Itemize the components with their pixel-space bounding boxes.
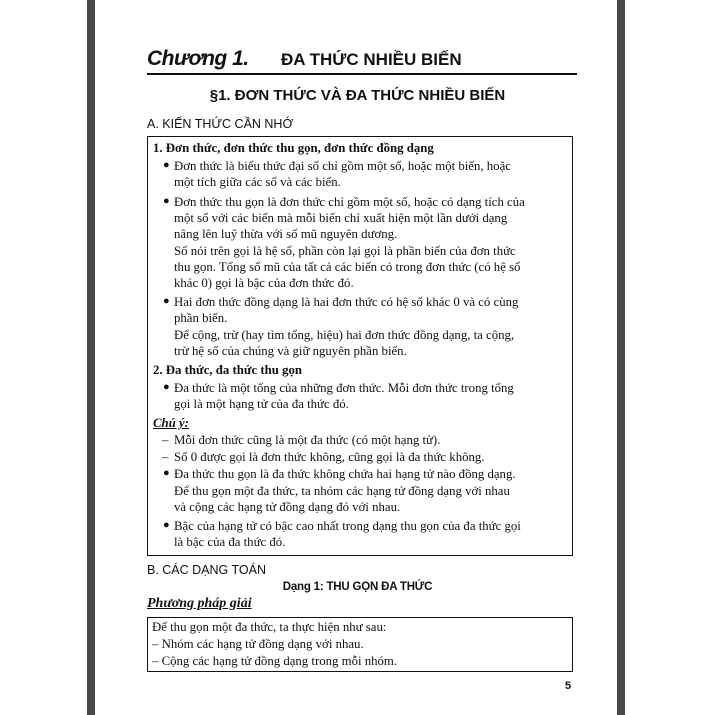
b4-line-1: Đa thức là một tổng của những đơn thức. Mỗi đơn thức trong tổng	[174, 381, 514, 395]
n4-line-2: là bậc của đa thức đó.	[174, 535, 286, 549]
dash-icon: –	[162, 433, 169, 447]
note-label: Chú ý:	[153, 416, 189, 430]
b1-line-2: một tích giữa các số và các biến.	[174, 175, 341, 189]
page-number: 5	[565, 680, 572, 692]
method-label: Phương pháp giải	[147, 596, 252, 611]
section-title: §1. ĐƠN THỨC VÀ ĐA THỨC NHIỀU BIẾN	[209, 87, 506, 104]
note-1: Mỗi đơn thức cũng là một đa thức (có một hạng tử).	[174, 433, 441, 447]
bullet-dot-icon: ●	[163, 195, 170, 207]
b1-line-1: Đơn thức là biểu thức đại số chỉ gồm một số, hoặc một biến, hoặc	[174, 159, 511, 173]
chapter-number: Chương 1.	[147, 47, 249, 70]
knowledge-box	[147, 136, 573, 556]
bullet-dot-icon: ●	[163, 381, 170, 393]
n3p-line-2: và cộng các hạng tử đồng dạng đó với nhau.	[174, 500, 401, 514]
b2-line-1: Đơn thức thu gọn là đơn thức chỉ gồm một số, hoặc có dạng tích của	[174, 195, 525, 209]
bullet-dot-icon: ●	[163, 159, 170, 171]
method-line-3: – Cộng các hạng tử đồng dạng trong mỗi nhóm.	[152, 654, 398, 668]
b3-line-2: phần biến.	[174, 311, 228, 325]
part-b-heading: B. CÁC DẠNG TOÁN	[147, 563, 267, 577]
b2p-line-1: Số nói trên gọi là hệ số, phần còn lại gọi là phần biến của đơn thức	[174, 244, 516, 258]
dang-1-title: Dạng 1: THU GỌN ĐA THỨC	[282, 581, 433, 593]
b2p-line-2: thu gọn. Tổng số mũ của tất cả các biến có trong đơn thức (có hệ số	[174, 260, 521, 274]
dash-icon: –	[162, 450, 169, 464]
chapter-title: ĐA THỨC NHIỀU BIẾN	[281, 50, 462, 69]
heading-2: 2. Đa thức, đa thức thu gọn	[153, 363, 303, 377]
chapter-rule	[147, 73, 577, 75]
b3p-line-2: trừ hệ số của chúng và giữ nguyên phần biến.	[174, 344, 407, 358]
b2p-line-3: khác 0) gọi là bậc của đơn thức đó.	[174, 276, 354, 290]
chapter-header	[147, 47, 577, 75]
b4-line-2: gọi là một hạng tử của đa thức đó.	[174, 397, 349, 411]
note-2: Số 0 được gọi là đơn thức không, cũng gọi là đa thức không.	[174, 450, 485, 464]
method-box	[147, 617, 573, 672]
heading-1: 1. Đơn thức, đơn thức thu gọn, đơn thức đồng dạng	[153, 141, 434, 155]
part-a-heading: A. KIẾN THỨC CẦN NHỚ	[147, 117, 294, 131]
b3-line-1: Hai đơn thức đồng dạng là hai đơn thức có hệ số khác 0 và có cùng	[174, 295, 519, 309]
method-line-1: Để thu gọn một đa thức, ta thực hiện như sau:	[152, 620, 387, 634]
bullet-dot-icon: ●	[163, 519, 170, 531]
method-line-2: – Nhóm các hạng tử đồng dạng với nhau.	[152, 637, 364, 651]
n3p-line-1: Để thu gọn một đa thức, ta nhóm các hạng tử đồng dạng với nhau	[174, 484, 510, 498]
b2-line-2: một số với các biến mà mỗi biến chỉ xuất hiện một lần dưới dạng	[174, 211, 508, 225]
b2-line-3: nâng lên luỹ thừa với số mũ nguyên dương.	[174, 227, 398, 241]
note-3: Đa thức thu gọn là đa thức không chứa hai hạng tử nào đồng dạng.	[174, 467, 516, 481]
b3p-line-1: Để cộng, trừ (hay tìm tổng, hiệu) hai đơn thức đồng dạng, ta cộng,	[174, 328, 515, 342]
n4-line-1: Bậc của hạng tử có bậc cao nhất trong dạng thu gọn của đa thức gọi	[174, 519, 521, 533]
bullet-dot-icon: ●	[163, 467, 170, 479]
bullet-dot-icon: ●	[163, 295, 170, 307]
